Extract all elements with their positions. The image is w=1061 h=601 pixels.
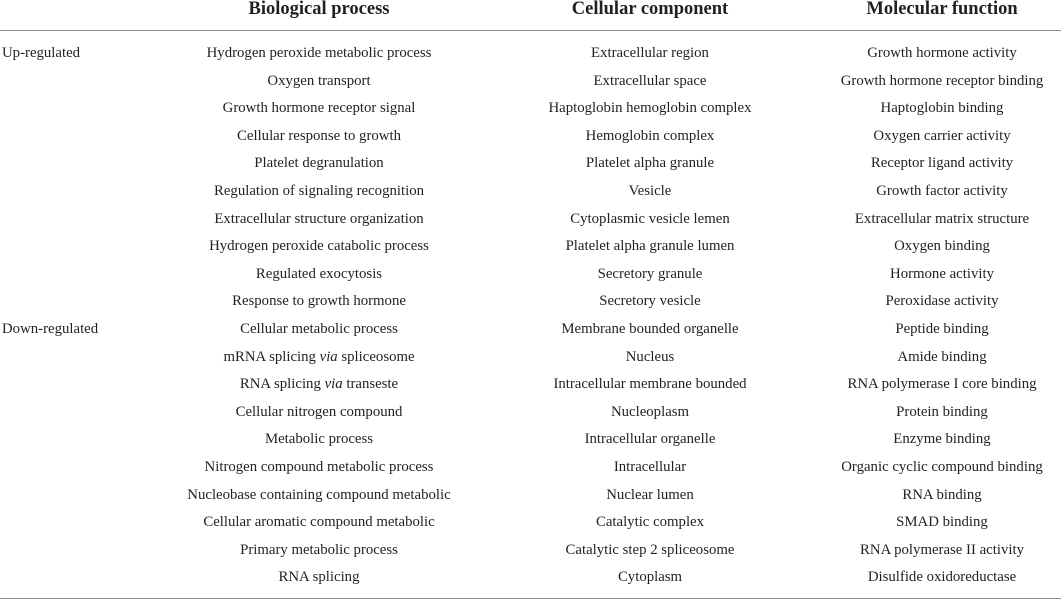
table-row [0, 95, 1061, 123]
cell-cellular-component: Extracellular space [593, 72, 707, 89]
cell-molecular-function: Oxygen carrier activity [873, 127, 1011, 144]
table-row [0, 150, 1061, 178]
table-row [0, 564, 1061, 592]
table-row [0, 537, 1061, 565]
cell-cellular-component: Platelet alpha granule lumen [565, 238, 735, 255]
cell-molecular-function: Organic cyclic compound binding [841, 458, 1043, 475]
cell-text: RNA splicing [239, 376, 325, 393]
cell-biological-process: Regulation of signaling recognition [214, 182, 424, 199]
cell-molecular-function: Enzyme binding [893, 431, 991, 448]
cell-cellular-component: Nucleoplasm [610, 403, 690, 420]
cell-cellular-component: Haptoglobin hemoglobin complex [548, 100, 752, 117]
cell-molecular-function: RNA polymerase II activity [860, 541, 1024, 558]
cell-italic-text: via [319, 348, 338, 365]
cell-biological-process: Cellular metabolic process [240, 320, 398, 337]
cell-biological-process: Regulated exocytosis [255, 265, 383, 282]
table-bottom-rule [0, 598, 1061, 599]
table-row [0, 316, 1061, 344]
cell-cellular-component: Cytoplasm [617, 569, 683, 586]
cell-cellular-component: Intracellular membrane bounded [553, 376, 747, 393]
table-row [0, 482, 1061, 510]
table-body [0, 40, 1061, 592]
cell-molecular-function: Growth factor activity [876, 182, 1008, 199]
table-row [0, 123, 1061, 151]
cell-cellular-component: Cytoplasmic vesicle lemen [570, 210, 730, 227]
header-molecular-function: Molecular function [866, 0, 1018, 19]
cell-molecular-function: Haptoglobin binding [880, 100, 1004, 117]
cell-molecular-function: Growth hormone receptor binding [840, 72, 1044, 89]
table-header [0, 0, 1061, 30]
table-row [0, 261, 1061, 289]
cell-molecular-function: SMAD binding [896, 514, 988, 531]
cell-molecular-function: Hormone activity [890, 265, 994, 282]
cell-molecular-function: Amide binding [897, 348, 987, 365]
cell-biological-process: Extracellular structure organization [214, 210, 424, 227]
row-group-label: Up-regulated [2, 45, 81, 61]
cell-biological-process: Oxygen transport [267, 72, 371, 89]
cell-biological-process [170, 344, 468, 372]
cell-cellular-component: Intracellular organelle [584, 431, 716, 448]
table-row [0, 399, 1061, 427]
table-row [0, 206, 1061, 234]
cell-biological-process: Hydrogen peroxide metabolic process [206, 45, 432, 61]
cell-biological-process: Metabolic process [264, 431, 374, 448]
table-row [0, 371, 1061, 399]
cell-molecular-function: Growth hormone activity [867, 45, 1017, 61]
cell-cellular-component: Platelet alpha granule [585, 155, 715, 172]
cell-molecular-function: RNA binding [902, 486, 982, 503]
row-group-label: Down-regulated [2, 320, 99, 337]
table-row [0, 426, 1061, 454]
cell-cellular-component: Intracellular [613, 458, 687, 475]
cell-molecular-function: Disulfide oxidoreductase [867, 569, 1017, 586]
cell-biological-process: RNA splicing [278, 569, 360, 586]
cell-cellular-component: Vesicle [628, 182, 672, 199]
cell-cellular-component: Membrane bounded organelle [561, 320, 739, 337]
cell-cellular-component: Catalytic step 2 spliceosome [565, 541, 735, 558]
table-row [0, 344, 1061, 372]
table-row [0, 454, 1061, 482]
cell-molecular-function: Protein binding [896, 403, 988, 420]
table-row [0, 288, 1061, 316]
cell-cellular-component: Catalytic complex [595, 514, 705, 531]
cell-text: mRNA splicing [223, 348, 320, 365]
table-row [0, 178, 1061, 206]
cell-biological-process: Cellular nitrogen compound [235, 403, 403, 420]
cell-biological-process: Nucleobase containing compound metabolic [187, 486, 451, 503]
cell-molecular-function: RNA polymerase I core binding [847, 376, 1037, 393]
cell-biological-process: Hydrogen peroxide catabolic process [209, 238, 429, 255]
table-row [0, 233, 1061, 261]
cell-molecular-function: Oxygen binding [894, 238, 990, 255]
cell-biological-process: Primary metabolic process [240, 541, 398, 558]
cell-cellular-component: Extracellular region [591, 45, 709, 61]
header-cellular-component: Cellular component [571, 0, 729, 19]
cell-molecular-function: Peptide binding [895, 320, 989, 337]
cell-biological-process: Growth hormone receptor signal [222, 100, 416, 117]
cell-cellular-component: Hemoglobin complex [585, 127, 715, 144]
cell-cellular-component: Secretory granule [597, 265, 703, 282]
cell-text: transeste [342, 376, 399, 393]
cell-text: spliceosome [337, 348, 415, 365]
cell-biological-process: Cellular aromatic compound metabolic [203, 514, 435, 531]
cell-biological-process [170, 371, 468, 399]
cell-molecular-function: Extracellular matrix structure [854, 210, 1030, 227]
header-biological-process: Biological process [248, 0, 390, 19]
cell-biological-process: Cellular response to growth [237, 127, 401, 144]
cell-biological-process: Nitrogen compound metabolic process [204, 458, 434, 475]
cell-molecular-function: Receptor ligand activity [870, 155, 1014, 172]
cell-biological-process: Response to growth hormone [232, 293, 406, 310]
cell-biological-process: Platelet degranulation [254, 155, 384, 172]
table-row [0, 68, 1061, 96]
cell-cellular-component: Nucleus [625, 348, 675, 365]
cell-italic-text: via [324, 376, 343, 393]
cell-cellular-component: Secretory vesicle [599, 293, 701, 310]
table-row [0, 40, 1061, 68]
header-divider [0, 30, 1061, 31]
cell-cellular-component: Nuclear lumen [606, 486, 694, 503]
table-row [0, 509, 1061, 537]
cell-molecular-function: Peroxidase activity [885, 293, 999, 310]
